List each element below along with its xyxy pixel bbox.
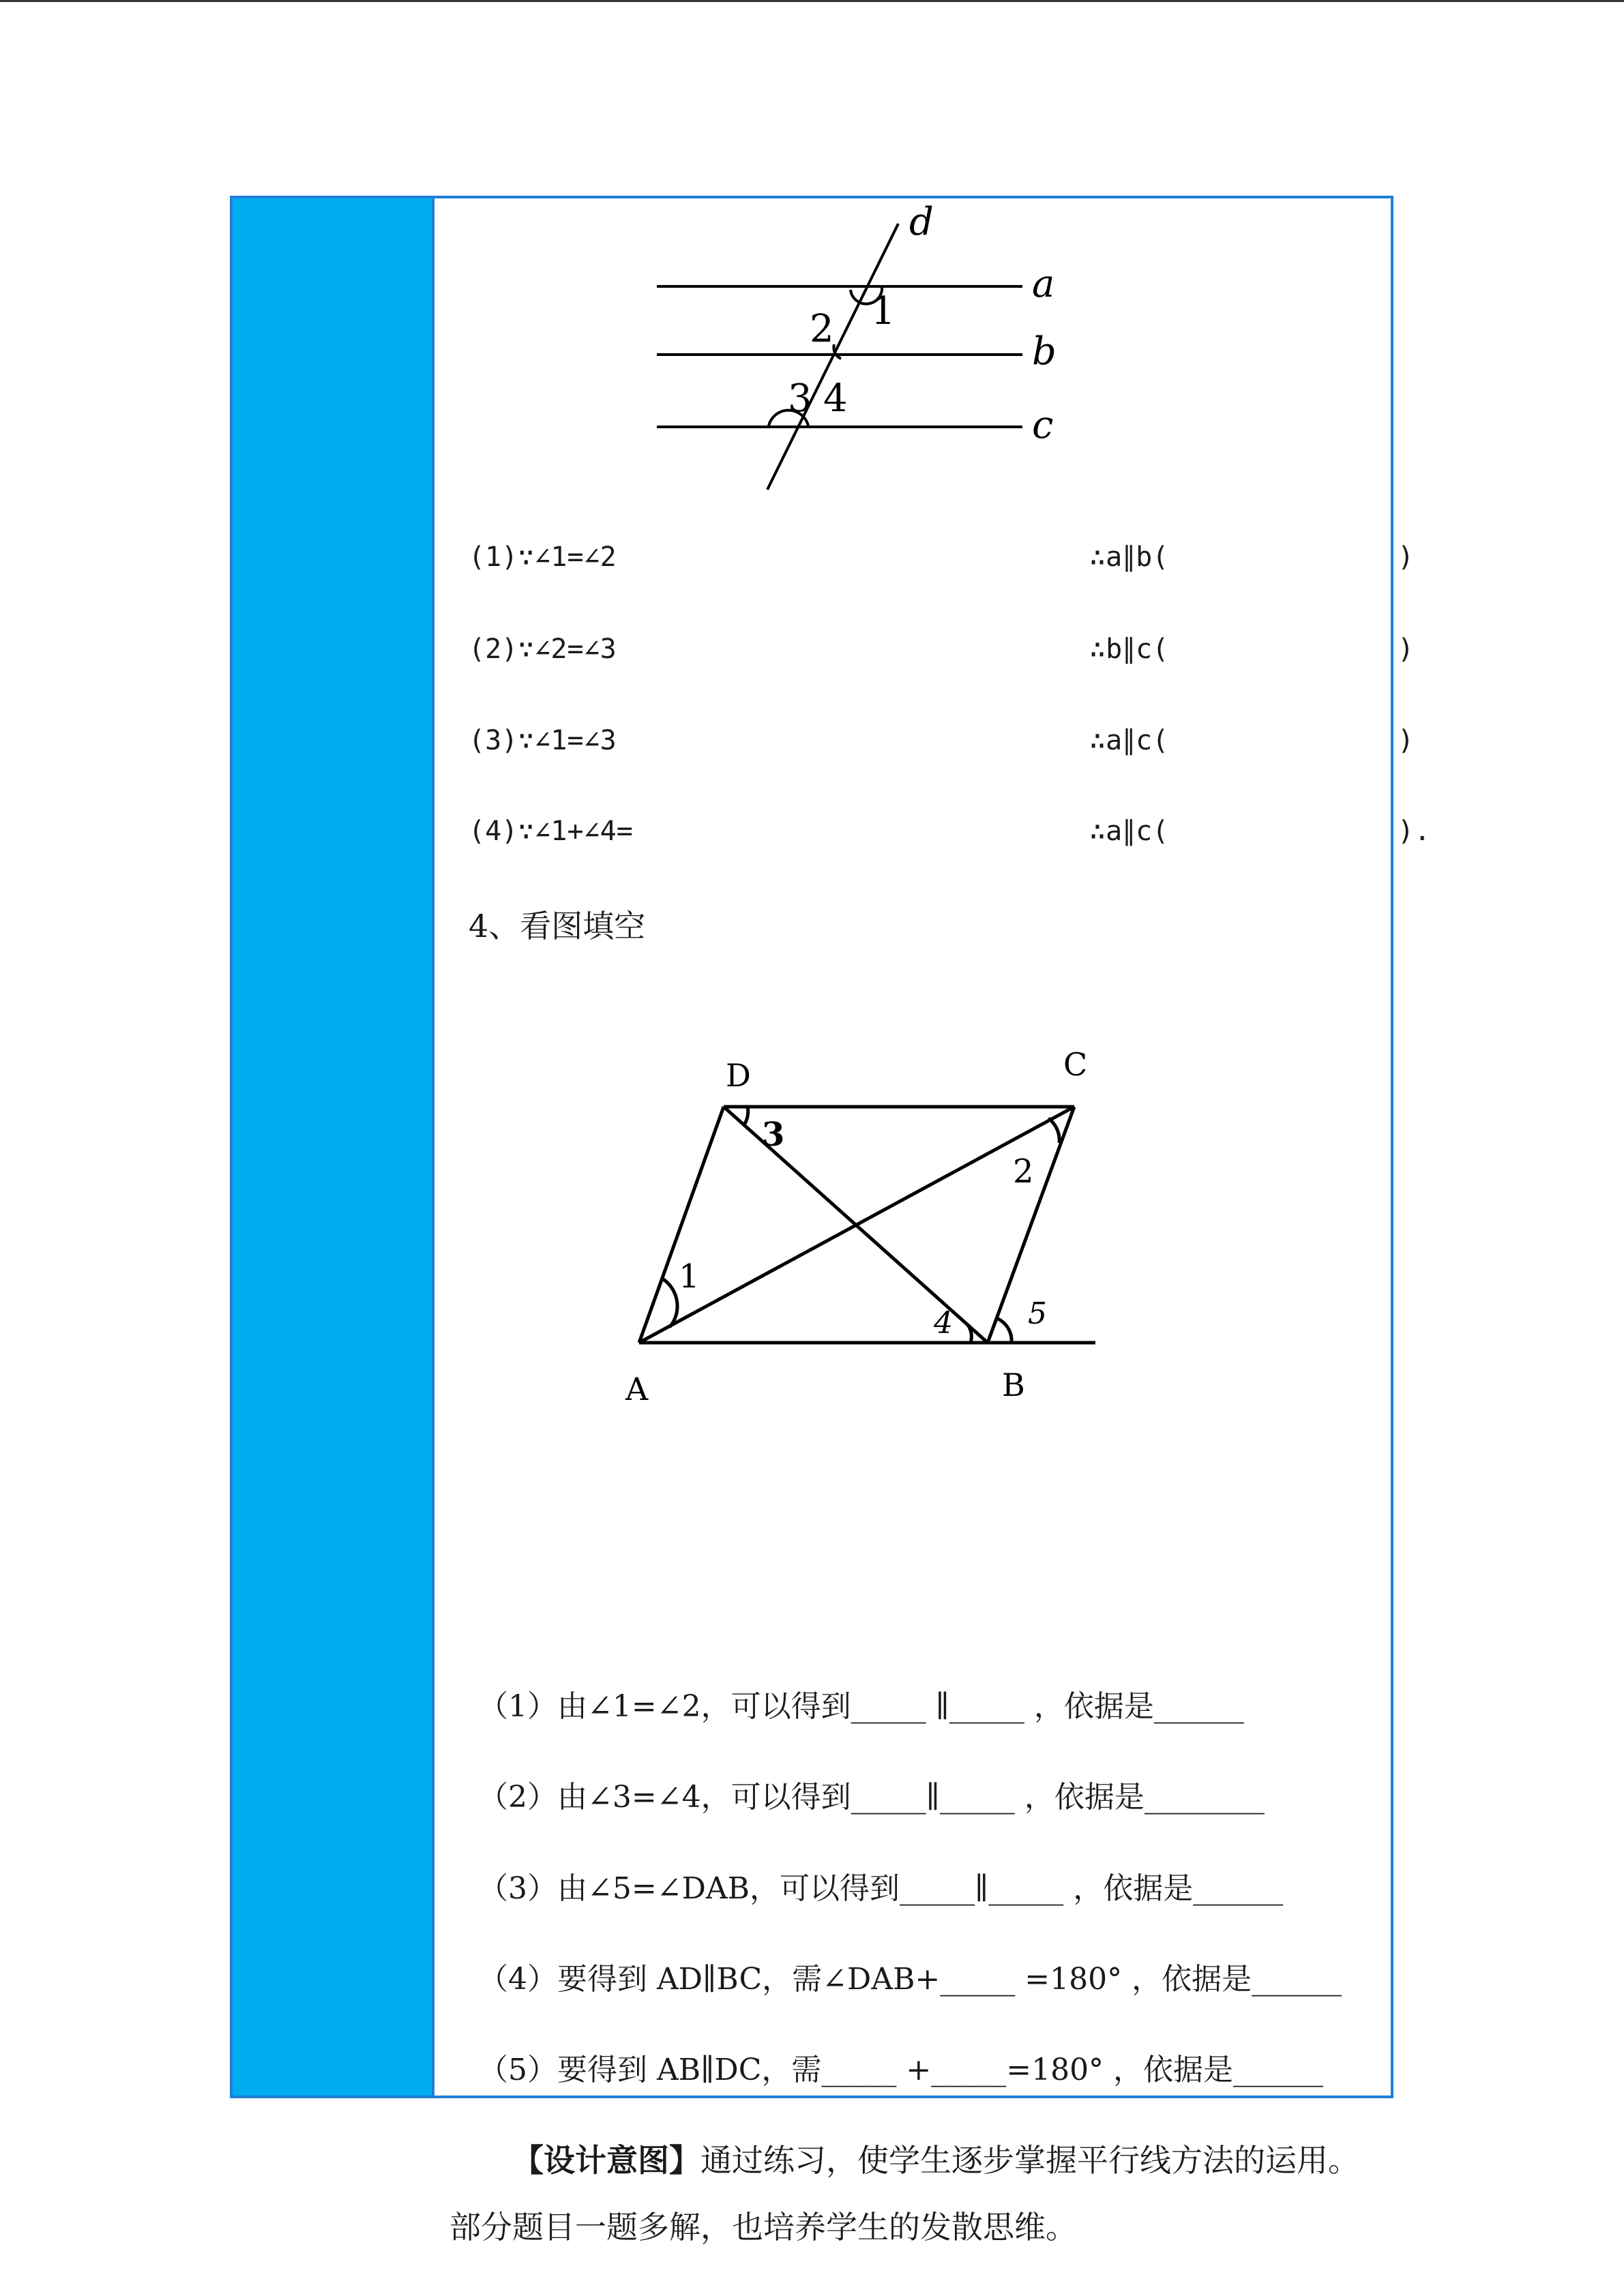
angle-label-2: 2 <box>810 307 834 351</box>
label-d: d <box>909 200 934 244</box>
angle-label-2: 2 <box>1013 1152 1034 1191</box>
parallel-lines-figure <box>434 198 1389 512</box>
quadrilateral-figure <box>434 1017 1389 1630</box>
q3-premise-2: (2)∵∠2=∠3 <box>469 633 617 665</box>
content-cell <box>434 198 1431 2246</box>
label-c: c <box>1032 403 1054 447</box>
left-color-column <box>233 198 434 2096</box>
angle-label-1: 1 <box>871 289 896 333</box>
q3-premise-4: (4)∵∠1+∠4= <box>469 816 633 847</box>
angle-label-5: 5 <box>1028 1296 1047 1331</box>
top-border-line <box>0 0 1624 2</box>
angle-arc-1 <box>662 1279 677 1327</box>
lesson-table-frame <box>230 196 1431 2246</box>
q3-conclusion-3: ∴a∥c( <box>1089 725 1169 756</box>
angle-label-3: 3 <box>762 1116 785 1154</box>
design-intent-paragraph <box>449 2127 1377 2261</box>
q3-premise-3: (3)∵∠1=∠3 <box>469 725 617 756</box>
q4-heading: 4、看图填空 <box>469 908 646 944</box>
angle-label-3: 3 <box>788 376 812 421</box>
q4-item-2: （2）由∠3=∠4，可以得到_____∥_____ ，依据是________ <box>478 1780 1265 1815</box>
angle-arc-4 <box>968 1325 971 1343</box>
q3-conclusion-1: ∴a∥b( <box>1089 541 1169 573</box>
q4-item-3: （3）由∠5=∠DAB，可以得到_____∥_____ ，依据是______ <box>478 1871 1284 1906</box>
vertex-D: D <box>726 1057 751 1094</box>
label-b: b <box>1032 329 1057 374</box>
vertex-B: B <box>1002 1367 1025 1403</box>
design-intent-label: 【设计意图】 <box>512 2142 700 2179</box>
transversal-d <box>767 224 898 490</box>
q4-item-4: （4）要得到 AD∥BC，需∠DAB+_____ =180° ，依据是______ <box>478 1962 1342 1997</box>
q4-item-5: （5）要得到 AB∥DC，需_____ +_____=180° ，依据是______ <box>478 2053 1324 2087</box>
vertex-A: A <box>625 1371 649 1407</box>
q4-item-1: （1）由∠1=∠2，可以得到_____ ∥_____ ，依据是______ <box>478 1689 1244 1724</box>
angle-arc-3 <box>743 1107 748 1126</box>
angle-arc-2 <box>1048 1118 1059 1143</box>
label-a: a <box>1032 262 1055 306</box>
q3-conclusion-4: ∴a∥c( <box>1089 816 1169 847</box>
q3-close-2: ) <box>1398 633 1415 665</box>
q3-close-3: ) <box>1398 725 1415 756</box>
angle-label-4: 4 <box>934 1306 953 1341</box>
q3-close-1: ) <box>1398 541 1415 573</box>
angle-label-1: 1 <box>679 1257 700 1296</box>
design-intent-text: 通过练习，使学生逐步掌握平行线方法的运用。部分题目一题多解，也培养学生的发散思维。 <box>449 2142 1359 2246</box>
angle-arc-5 <box>996 1318 1012 1343</box>
side-AD <box>639 1107 724 1343</box>
angle-label-4: 4 <box>823 376 848 421</box>
vertex-C: C <box>1063 1046 1088 1083</box>
q3-close-4: ). <box>1398 816 1431 847</box>
q3-premise-1: (1)∵∠1=∠2 <box>469 541 617 573</box>
q3-conclusion-2: ∴b∥c( <box>1089 633 1169 665</box>
